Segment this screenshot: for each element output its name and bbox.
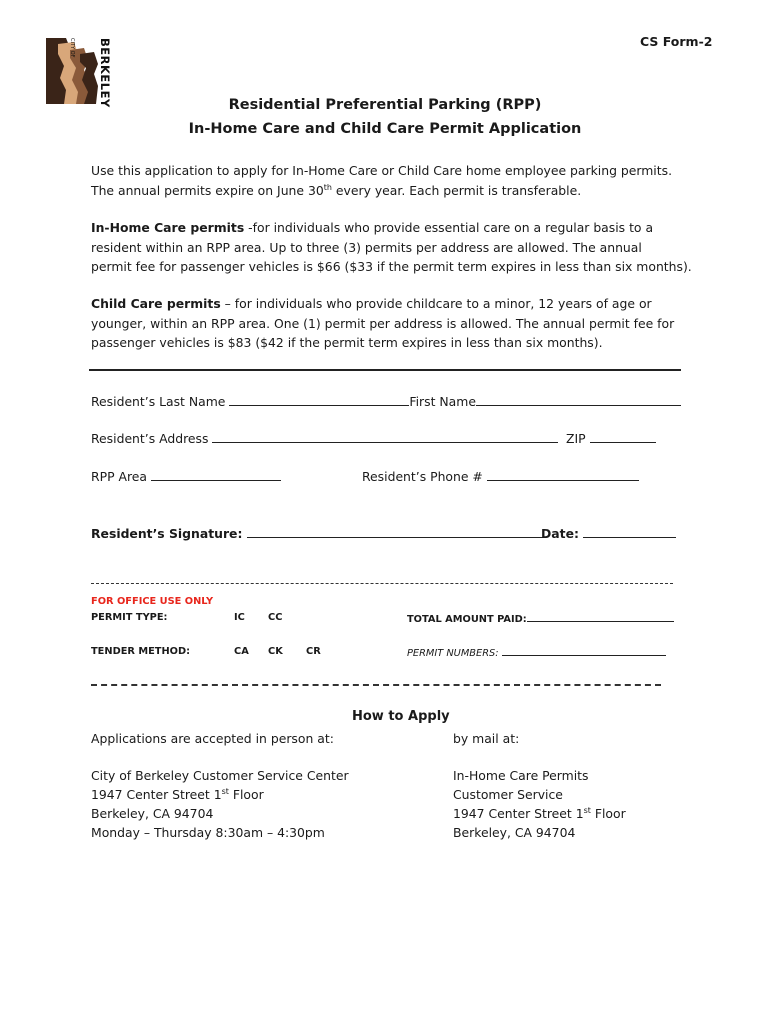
date-row <box>541 526 676 541</box>
in-home-care-line-3: permit fee for passenger vehicles is $66 ($33 if the permit term expires in less than six months). <box>91 259 692 274</box>
address-field[interactable] <box>212 431 558 443</box>
permit-type-cc[interactable]: CC <box>268 612 283 623</box>
office-use-heading: FOR OFFICE USE ONLY <box>91 596 214 607</box>
office-dashed-separator <box>91 583 673 584</box>
intro-paragraph <box>91 161 672 200</box>
in-home-care-label: In-Home Care permits <box>91 220 245 235</box>
child-care-line-3: passenger vehicles is $83 ($42 if the permit term expires in less than six months). <box>91 335 603 350</box>
intro-line-2: The annual permits expire on June 30th every year. Each permit is transferable. <box>91 182 582 198</box>
in-person-intro: Applications are accepted in person at: <box>91 731 334 746</box>
zip-label: ZIP <box>566 431 586 446</box>
section-divider <box>89 369 681 371</box>
address-row <box>91 431 558 446</box>
last-name-label: Resident’s Last Name <box>91 394 226 409</box>
in-person-line-1: City of Berkeley Customer Service Center <box>91 768 349 783</box>
phone-field[interactable] <box>487 469 639 481</box>
total-amount-row <box>407 612 674 625</box>
permit-type-label: PERMIT TYPE: <box>91 612 168 623</box>
total-amount-label: TOTAL AMOUNT PAID: <box>407 614 527 625</box>
last-name-row <box>91 394 681 409</box>
permit-numbers-label: PERMIT NUMBERS: <box>407 648 499 659</box>
address-label: Resident’s Address <box>91 431 209 446</box>
mail-address <box>453 766 626 842</box>
tender-ca[interactable]: CA <box>234 646 249 657</box>
in-home-care-line-2: resident within an RPP area. Up to three (3) permits per address are allowed. The annual <box>91 239 642 255</box>
form-id: CS Form-2 <box>640 34 713 49</box>
signature-label: Resident’s Signature: <box>91 526 243 541</box>
zip-field[interactable] <box>590 431 656 443</box>
first-name-field[interactable] <box>476 394 681 406</box>
rpp-area-label: RPP Area <box>91 469 148 484</box>
rpp-area-row <box>91 469 281 484</box>
phone-label: Resident’s Phone # <box>362 469 483 484</box>
permit-numbers-row <box>407 646 666 659</box>
zip-row <box>566 431 656 446</box>
in-person-hours: Monday – Thursday 8:30am – 4:30pm <box>91 825 325 840</box>
mail-line-3: 1947 Center Street 1st Floor <box>453 805 626 821</box>
tender-ck[interactable]: CK <box>268 646 283 657</box>
total-amount-field[interactable] <box>527 612 674 622</box>
child-care-line-1: Child Care permits – for individuals who provide childcare to a minor, 12 years of age or <box>91 296 652 311</box>
child-care-label: Child Care permits <box>91 296 221 311</box>
office-bottom-separator <box>91 684 661 686</box>
mail-line-4: Berkeley, CA 94704 <box>453 825 576 840</box>
how-to-apply-heading: How to Apply <box>352 709 450 724</box>
signature-field[interactable] <box>247 526 545 538</box>
tender-cr[interactable]: CR <box>306 646 321 657</box>
tender-method-label: TENDER METHOD: <box>91 646 191 657</box>
last-name-field[interactable] <box>229 394 409 406</box>
mail-line-1: In-Home Care Permits <box>453 768 589 783</box>
rpp-area-field[interactable] <box>151 469 281 481</box>
signature-row <box>91 526 545 541</box>
logo-text-city-of: CITY OF <box>69 38 75 58</box>
permit-numbers-field[interactable] <box>502 646 666 656</box>
in-person-address <box>91 766 349 842</box>
child-care-line-2: younger, within an RPP area. One (1) permit per address is allowed. The annual permit fee for <box>91 315 675 331</box>
mail-line-2: Customer Service <box>453 787 563 802</box>
date-field[interactable] <box>583 526 676 538</box>
in-home-care-paragraph <box>91 218 692 277</box>
phone-row <box>362 469 639 484</box>
page-subtitle: In-Home Care and Child Care Permit Application <box>188 121 582 137</box>
logo-text-berkeley: BERKELEY <box>98 38 112 108</box>
intro-line-1: Use this application to apply for In-Home Care or Child Care home employee parking permits. <box>91 163 673 178</box>
in-person-line-3: Berkeley, CA 94704 <box>91 806 214 821</box>
in-home-care-line-1: In-Home Care permits -for individuals who provide essential care on a regular basis to a <box>91 220 654 235</box>
page-title: Residential Preferential Parking (RPP) <box>228 97 542 113</box>
city-of-berkeley-logo <box>44 34 112 108</box>
permit-type-ic[interactable]: IC <box>234 612 245 623</box>
first-name-label: First Name <box>409 394 476 409</box>
in-person-line-2: 1947 Center Street 1st Floor <box>91 786 264 802</box>
mail-intro: by mail at: <box>453 731 520 746</box>
child-care-paragraph <box>91 294 674 353</box>
date-label: Date: <box>541 526 579 541</box>
